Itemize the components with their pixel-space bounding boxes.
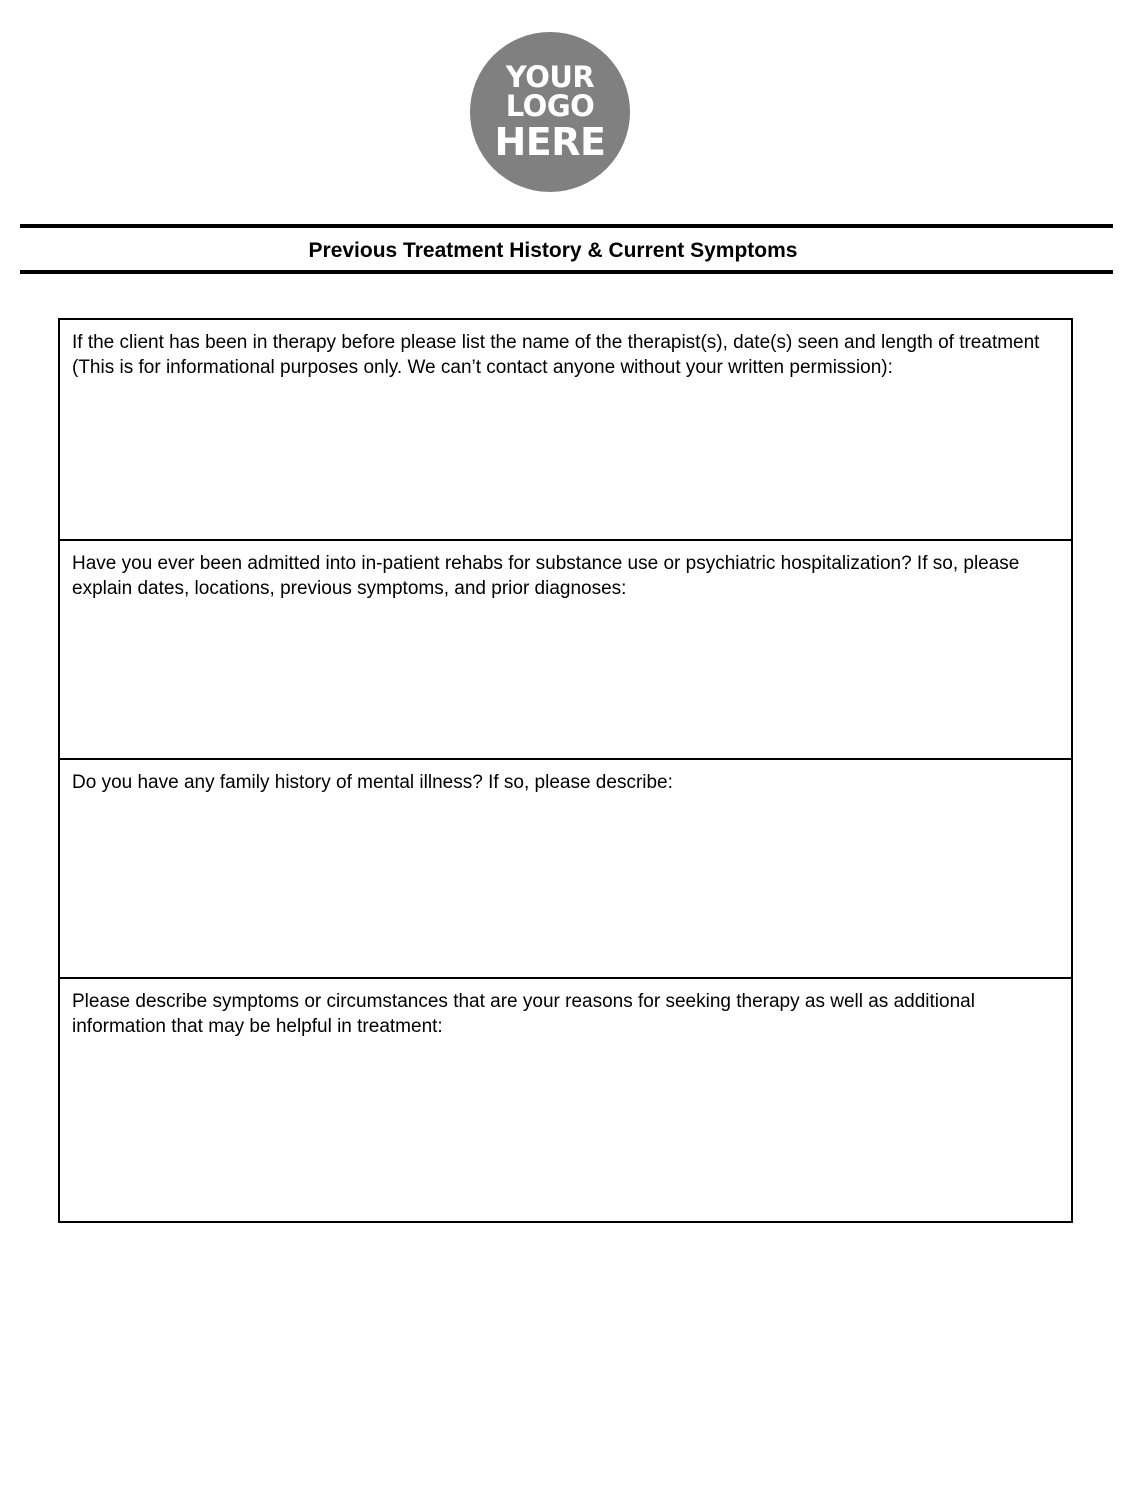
question-prompt: Do you have any family history of mental illness? If so, please describe: (72, 772, 673, 793)
logo-text-line: HERE (494, 120, 606, 164)
question-field-family-history[interactable] (60, 758, 1071, 977)
question-field-reasons-for-therapy[interactable] (60, 977, 1071, 1221)
question-prompt: If the client has been in therapy before please list the name of the therapist(s), date(s) seen and length of treatment (This is for informational purposes only. We can’t contact anyone without your written permission): (72, 332, 1040, 378)
logo-text-line: YOUR (505, 60, 595, 94)
question-prompt: Have you ever been admitted into in-patient rehabs for substance use or psychiatric hospitalization? If so, please explain dates, locations, previous symptoms, and prior diagnoses: (72, 553, 1020, 599)
top-divider (20, 224, 1113, 228)
page-title: Previous Treatment History & Current Symptoms (308, 239, 798, 262)
question-field-hospitalization[interactable] (60, 539, 1071, 758)
question-field-previous-therapy[interactable] (60, 320, 1071, 539)
bottom-divider (20, 270, 1113, 274)
question-prompt: Please describe symptoms or circumstances that are your reasons for seeking therapy as well as additional information that may be helpful in treatment: (72, 991, 975, 1037)
logo-placeholder (470, 32, 630, 192)
logo-text-line: LOGO (505, 89, 595, 123)
questions-table (58, 318, 1073, 1223)
